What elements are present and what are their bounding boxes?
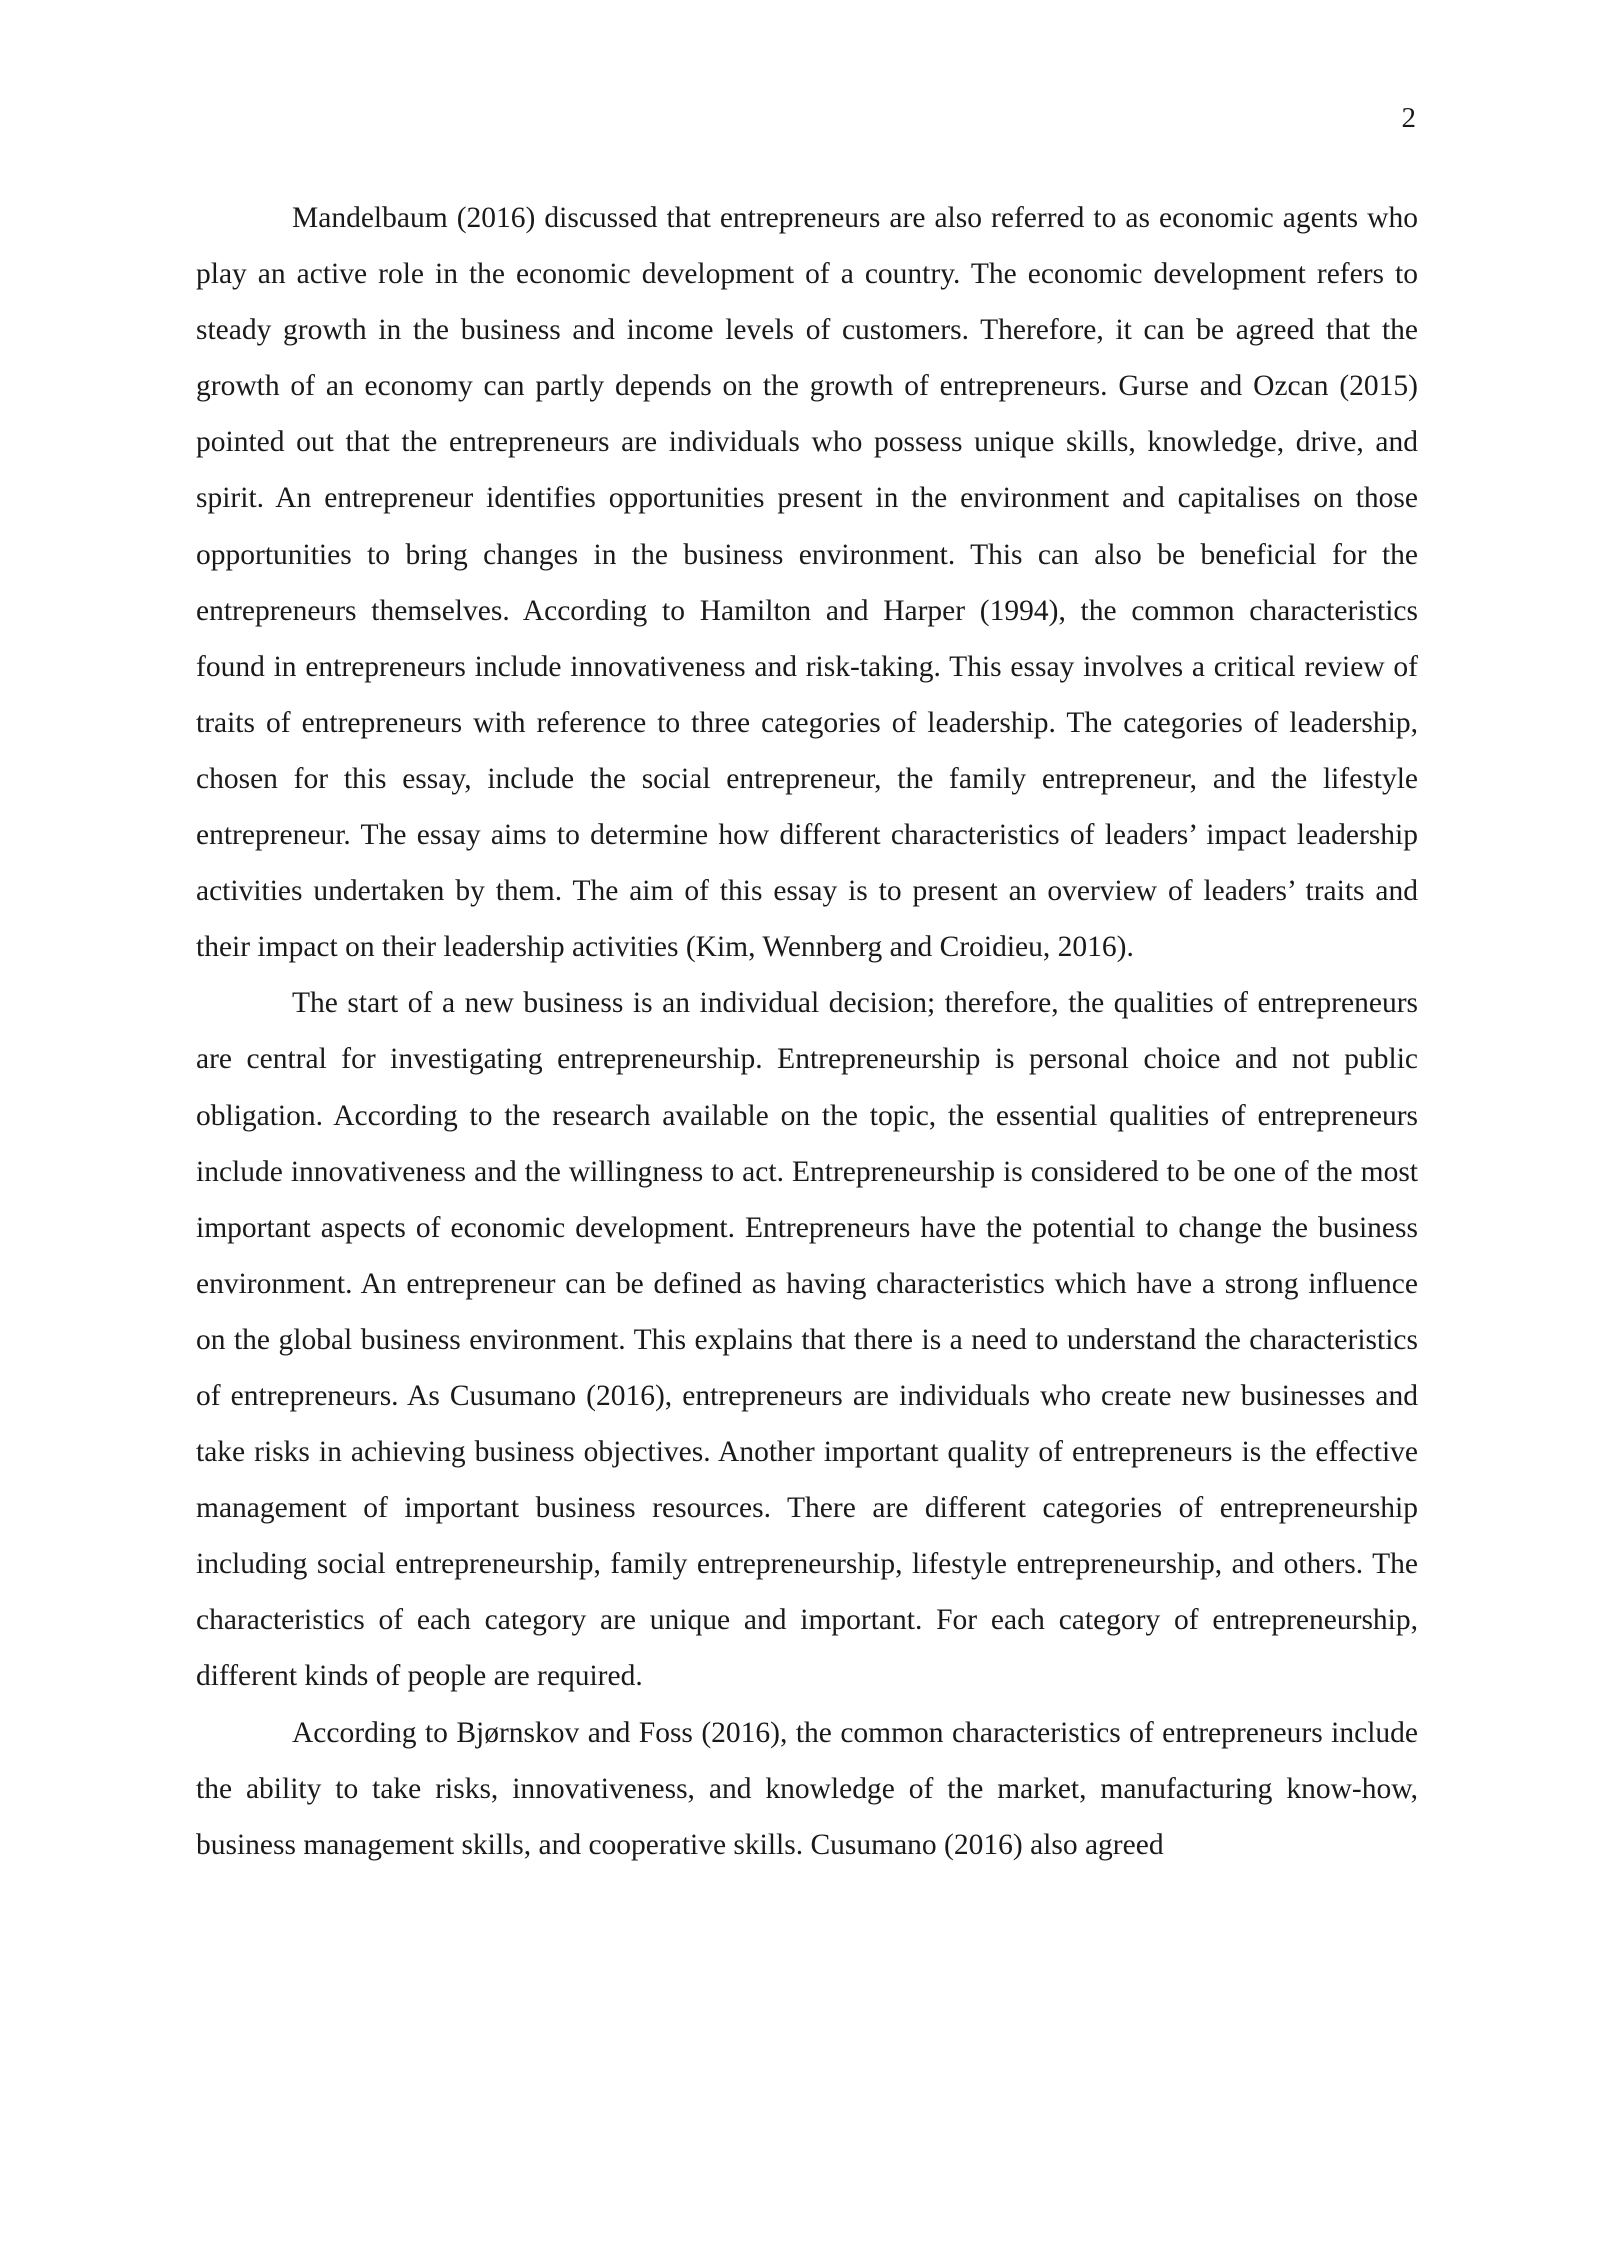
page-number: 2	[1401, 102, 1416, 134]
paragraph-intro: Mandelbaum (2016) discussed that entrepreneurs are also referred to as economic agents who play an active role in the economic development of a country. The economic development refers to steady growth in the business and income levels of customers. Therefore, it can be agreed that the growth of an economy can partly depends on the growth of entrepreneurs. Gurse and Ozcan (2015) pointed out that the entrepreneurs are individuals who possess unique skills, knowledge, drive, and spirit. An entrepreneur identifies opportunities present in the environment and capitalises on those opportunities to bring changes in the business environment. This can also be beneficial for the entrepreneurs themselves. According to Hamilton and Harper (1994), the common characteristics found in entrepreneurs include innovativeness and risk-taking. This essay involves a critical review of traits of entrepreneurs with reference to three categories of leadership. The categories of leadership, chosen for this essay, include the social entrepreneur, the family entrepreneur, and the lifestyle entrepreneur. The essay aims to determine how different characteristics of leaders’ impact leadership activities undertaken by them. The aim of this essay is to present an overview of leaders’ traits and their impact on their leadership activities (Kim, Wennberg and Croidieu, 2016).	[196, 202, 1418, 964]
paragraph-characteristics: According to Bjørnskov and Foss (2016), the common characteristics of entrepreneurs include the ability to take risks, innovativeness, and knowledge of the market, manufacturing know-how, business management skills, and cooperative skills. Cusumano (2016) also agreed	[196, 1716, 1418, 1861]
paragraph-new-business: The start of a new business is an individual decision; therefore, the qualities of entrepreneurs are central for investigating entrepreneurship. Entrepreneurship is personal choice and not public obligation. According to the research available on the topic, the essential qualities of entrepreneurs include innovativeness and the willingness to act. Entrepreneurship is considered to be one of the most important aspects of economic development. Entrepreneurs have the potential to change the business environment. An entrepreneur can be defined as having characteristics which have a strong influence on the global business environment. This explains that there is a need to understand the characteristics of entrepreneurs. As Cusumano (2016), entrepreneurs are individuals who create new businesses and take risks in achieving business objectives. Another important quality of entrepreneurs is the effective management of important business resources. There are different categories of entrepreneurship including social entrepreneurship, family entrepreneurship, lifestyle entrepreneurship, and others. The characteristics of each category are unique and important. For each category of entrepreneurship, different kinds of people are required.	[196, 987, 1418, 1693]
body-text	[196, 190, 1418, 1873]
